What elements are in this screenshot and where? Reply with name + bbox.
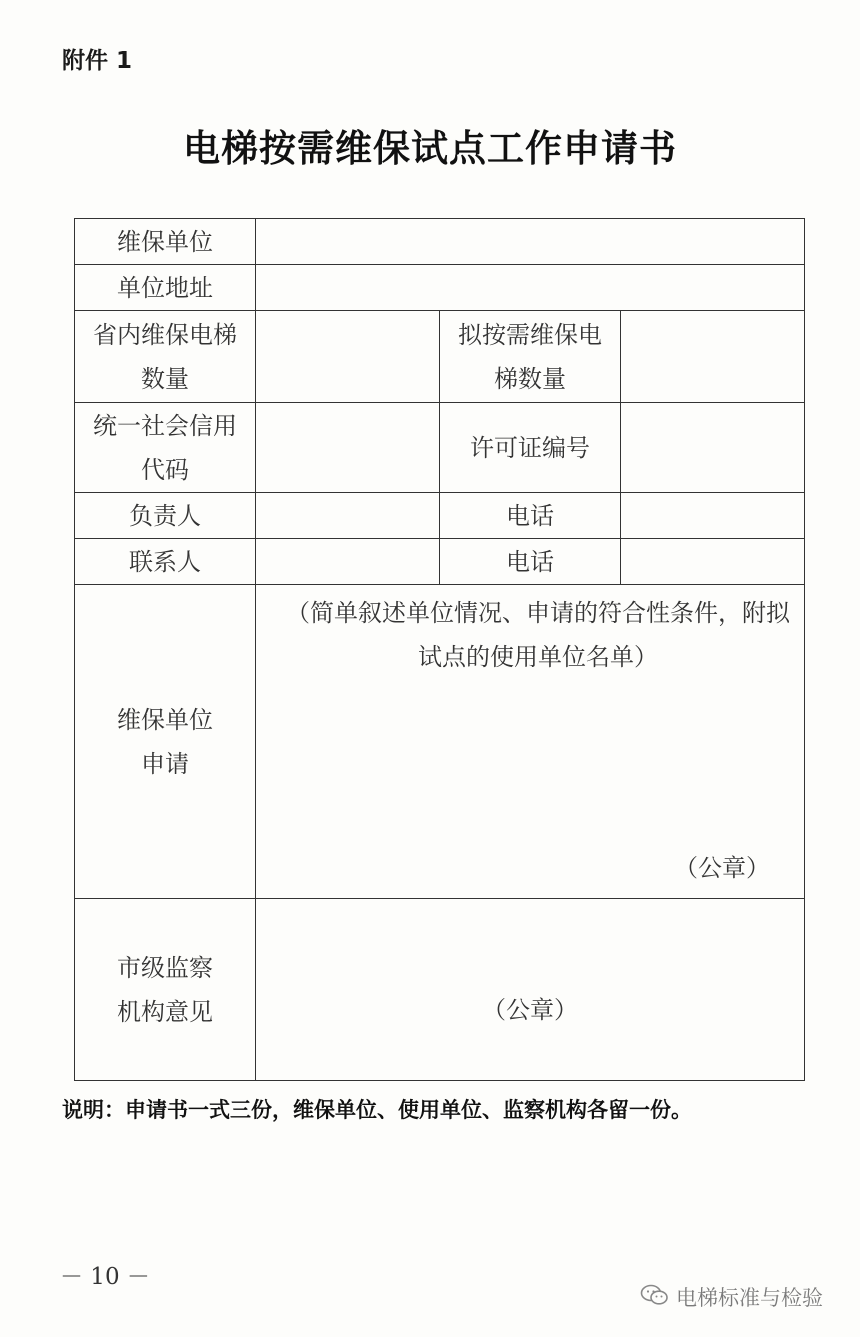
label-line: 梯数量 xyxy=(494,364,566,393)
label-credit-code xyxy=(75,403,256,493)
field-license-number[interactable] xyxy=(621,403,805,493)
field-maintenance-unit[interactable] xyxy=(256,219,805,265)
field-phone-contact[interactable] xyxy=(621,539,805,585)
label-on-demand-elevator-count xyxy=(440,311,621,403)
label-line: 申请 xyxy=(141,749,189,778)
row-unit-application xyxy=(75,585,805,899)
field-phone-person-in-charge[interactable] xyxy=(621,493,805,539)
wechat-icon xyxy=(640,1283,670,1312)
row-credit-code xyxy=(75,403,805,493)
page-number: － 10 － xyxy=(60,1264,150,1290)
label-line: 数量 xyxy=(141,364,189,393)
official-seal-label: （公章） xyxy=(674,854,771,882)
label-line: 拟按需维保电 xyxy=(458,320,602,349)
label-line: 维保单位 xyxy=(117,705,213,734)
field-credit-code[interactable] xyxy=(256,403,440,493)
label-line: 市级监察 xyxy=(117,953,213,982)
watermark xyxy=(640,1282,823,1312)
label-contact-person: 联系人 xyxy=(75,539,256,585)
label-supervision-opinion xyxy=(75,899,256,1081)
application-instructions xyxy=(256,585,804,679)
label-line: 代码 xyxy=(141,455,189,484)
label-line: 省内维保电梯 xyxy=(93,320,237,349)
row-person-in-charge xyxy=(75,493,805,539)
application-form-table xyxy=(74,218,805,1081)
field-person-in-charge[interactable] xyxy=(256,493,440,539)
watermark-text: 电梯标准与检验 xyxy=(676,1286,823,1310)
row-elevator-counts xyxy=(75,311,805,403)
footnote: 说明：申请书一式三份，维保单位、使用单位、监察机构各留一份。 xyxy=(62,1098,692,1122)
field-supervision-opinion[interactable] xyxy=(256,899,805,1081)
official-seal-label: （公章） xyxy=(482,995,578,1024)
label-phone: 电话 xyxy=(440,539,621,585)
field-on-demand-elevator-count[interactable] xyxy=(621,311,805,403)
row-contact-person xyxy=(75,539,805,585)
field-contact-person[interactable] xyxy=(256,539,440,585)
instruction-line: 试点的使用单位名单） xyxy=(418,643,658,671)
label-line: 统一社会信用 xyxy=(93,411,237,440)
row-unit-address xyxy=(75,265,805,311)
attachment-label: 附件 1 xyxy=(62,48,133,74)
label-unit-application xyxy=(75,585,256,899)
label-line: 机构意见 xyxy=(117,997,213,1026)
label-person-in-charge: 负责人 xyxy=(75,493,256,539)
field-unit-address[interactable] xyxy=(256,265,805,311)
label-unit-address: 单位地址 xyxy=(75,265,256,311)
row-supervision-opinion xyxy=(75,899,805,1081)
label-province-elevator-count xyxy=(75,311,256,403)
document-title: 电梯按需维保试点工作申请书 xyxy=(183,126,677,170)
field-unit-application[interactable] xyxy=(256,585,805,899)
field-province-elevator-count[interactable] xyxy=(256,311,440,403)
label-maintenance-unit: 维保单位 xyxy=(75,219,256,265)
label-phone: 电话 xyxy=(440,493,621,539)
row-maintenance-unit xyxy=(75,219,805,265)
instruction-line: （简单叙述单位情况、申请的符合性条件，附拟 xyxy=(286,599,790,627)
label-license-number: 许可证编号 xyxy=(440,403,621,493)
